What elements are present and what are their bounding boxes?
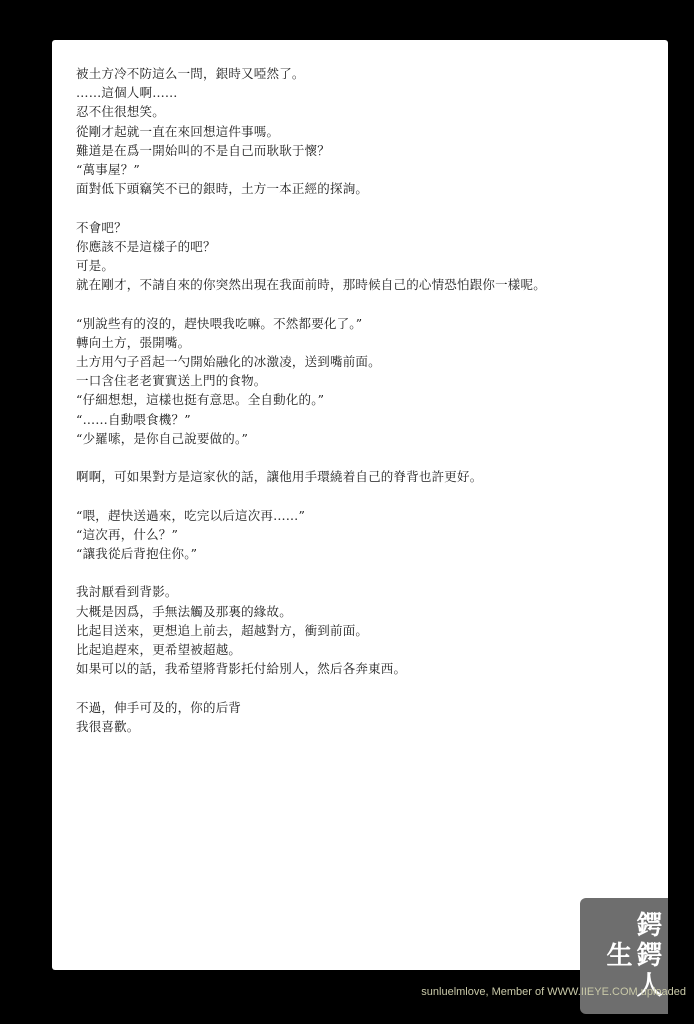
text-line: “萬事屋？” (76, 162, 140, 178)
text-line: 轉向土方，張開嘴。 (76, 334, 191, 350)
story-text (76, 64, 648, 736)
text-line: ……這個人啊…… (76, 85, 178, 101)
text-line: “這次再，什么？” (76, 526, 179, 542)
text-line: “讓我從后背抱住你。” (76, 546, 198, 562)
text-line: “別說些有的沒的，趕快喂我吃嘛。不然都要化了。” (76, 315, 363, 331)
text-line: “仔細想想，這樣也挺有意思。全自動化的。” (76, 392, 325, 408)
text-line: 從剛才起就一直在來回想這件事嗎。 (76, 123, 280, 139)
text-line: “喂，趕快送過來，吃完以后這次再……” (76, 507, 306, 523)
text-line: 你應該不是這樣子的吧？ (76, 238, 216, 254)
paragraph-gap (76, 198, 648, 217)
text-line: 比起追趕來，更希望被超越。 (76, 642, 242, 658)
text-line: 如果可以的話，我希望將背影托付給別人，然后各奔東西。 (76, 661, 407, 677)
paragraph-gap (76, 678, 648, 697)
text-line: 就在剛才，不請自來的你突然出現在我面前時，那時候自己的心情恐怕跟你一樣呢。 (76, 277, 546, 293)
text-line: “少羅嗦，是你自己說要做的。” (76, 430, 249, 446)
paragraph-gap (76, 294, 648, 313)
text-line: 面對低下頭竊笑不已的銀時，土方一本正經的探詢。 (76, 181, 369, 197)
text-line: 啊啊，可如果對方是這家伙的話，讓他用手環繞着自己的脊背也許更好。 (76, 469, 483, 485)
text-line: 我很喜歡。 (76, 718, 140, 734)
text-line: 大概是因爲，手無法觸及那裏的緣故。 (76, 603, 292, 619)
text-line: “……自動喂食機？” (76, 411, 191, 427)
text-line: 一口含住老老實實送上門的食物。 (76, 373, 267, 389)
scanlation-stamp: 鍔鍔人生 (580, 898, 668, 1014)
text-line: 難道是在爲一開始叫的不是自己而耿耿于懷？ (76, 142, 331, 158)
text-line: 不會吧？ (76, 219, 127, 235)
text-line: 比起目送來，更想追上前去，超越對方，衝到前面。 (76, 622, 369, 638)
text-line: 不過，伸手可及的，你的后背 (76, 699, 242, 715)
text-line: 忍不住很想笑。 (76, 104, 165, 120)
upload-credit: sunluelmlove, Member of WWW.IIEYE.COM uploaded (421, 986, 686, 998)
paragraph-gap (76, 448, 648, 467)
text-line: 可是。 (76, 258, 115, 274)
text-line: 我討厭看到背影。 (76, 584, 178, 600)
paragraph-gap (76, 563, 648, 582)
text-line: 土方用勺子舀起一勺開始融化的冰激凌，送到嘴前面。 (76, 354, 381, 370)
paragraph-gap (76, 486, 648, 505)
text-line: 被土方冷不防這么一問，銀時又啞然了。 (76, 66, 305, 81)
